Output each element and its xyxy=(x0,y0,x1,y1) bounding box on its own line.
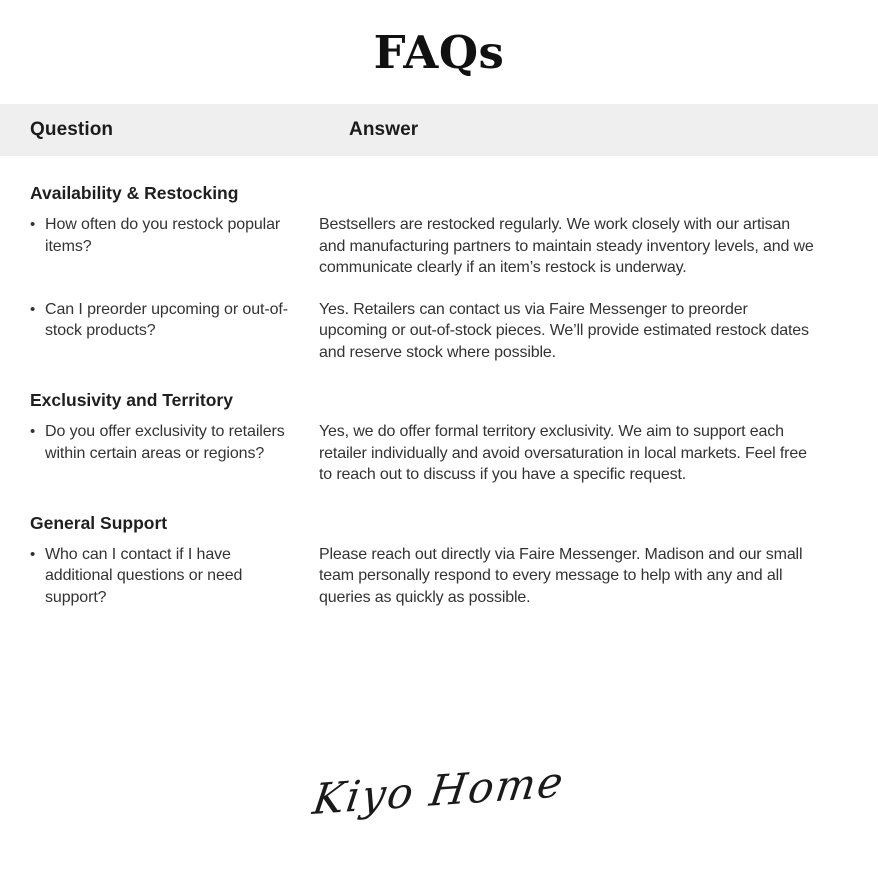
question-column-header: Question xyxy=(30,119,114,140)
question-cell xyxy=(30,299,319,364)
bullet-icon: • xyxy=(30,545,36,563)
question-text: How often do you restock popular items? xyxy=(45,216,281,255)
bullet-icon: • xyxy=(30,300,36,318)
question-text: Who can I contact if I have additional questions or need support? xyxy=(45,545,243,606)
title-area xyxy=(0,0,878,104)
list-item xyxy=(30,421,301,464)
section-heading-availability: Availability & Restocking xyxy=(30,183,239,203)
list-item xyxy=(30,299,301,342)
signature-area xyxy=(0,756,878,825)
question-text: Can I preorder upcoming or out-of-stock products? xyxy=(45,300,288,339)
question-cell xyxy=(30,544,319,609)
answer-text: Yes, we do offer formal territory exclusivity. We aim to support each retailer individually and avoid oversaturation in local markets. Feel free to reach out to discuss if you have a specific request. xyxy=(319,423,807,483)
faq-row xyxy=(30,214,830,279)
faq-row xyxy=(30,544,830,609)
bullet-icon: • xyxy=(30,216,36,233)
list-item xyxy=(30,544,301,609)
bullet-icon: • xyxy=(30,423,36,440)
faq-row xyxy=(30,299,830,364)
section-heading-general-support: General Support xyxy=(30,512,168,533)
answer-column-header: Answer xyxy=(349,119,419,140)
brand-signature: Kiyo Home xyxy=(309,756,569,825)
section-heading-exclusivity: Exclusivity and Territory xyxy=(30,390,233,410)
faq-content xyxy=(0,182,878,608)
question-cell xyxy=(30,421,319,486)
page-title: FAQs xyxy=(373,25,505,79)
answer-text: Bestsellers are restocked regularly. We work closely with our artisan and manufacturing partners to maintain steady inventory levels, and we communicate clearly if an item’s restock is underway. xyxy=(319,216,814,276)
answer-text: Yes. Retailers can contact us via Faire Messenger to preorder upcoming or out-of-stock pieces. We’ll provide estimated restock dates and reserve stock where possible. xyxy=(319,300,809,361)
list-item xyxy=(30,214,301,257)
answer-text: Please reach out directly via Faire Messenger. Madison and our small team personally respond to every message to help with any and all queries as quickly as possible. xyxy=(319,545,803,606)
question-text: Do you offer exclusivity to retailers within certain areas or regions? xyxy=(45,423,285,462)
faq-row xyxy=(30,421,830,486)
table-header xyxy=(0,104,878,156)
question-cell xyxy=(30,214,319,279)
